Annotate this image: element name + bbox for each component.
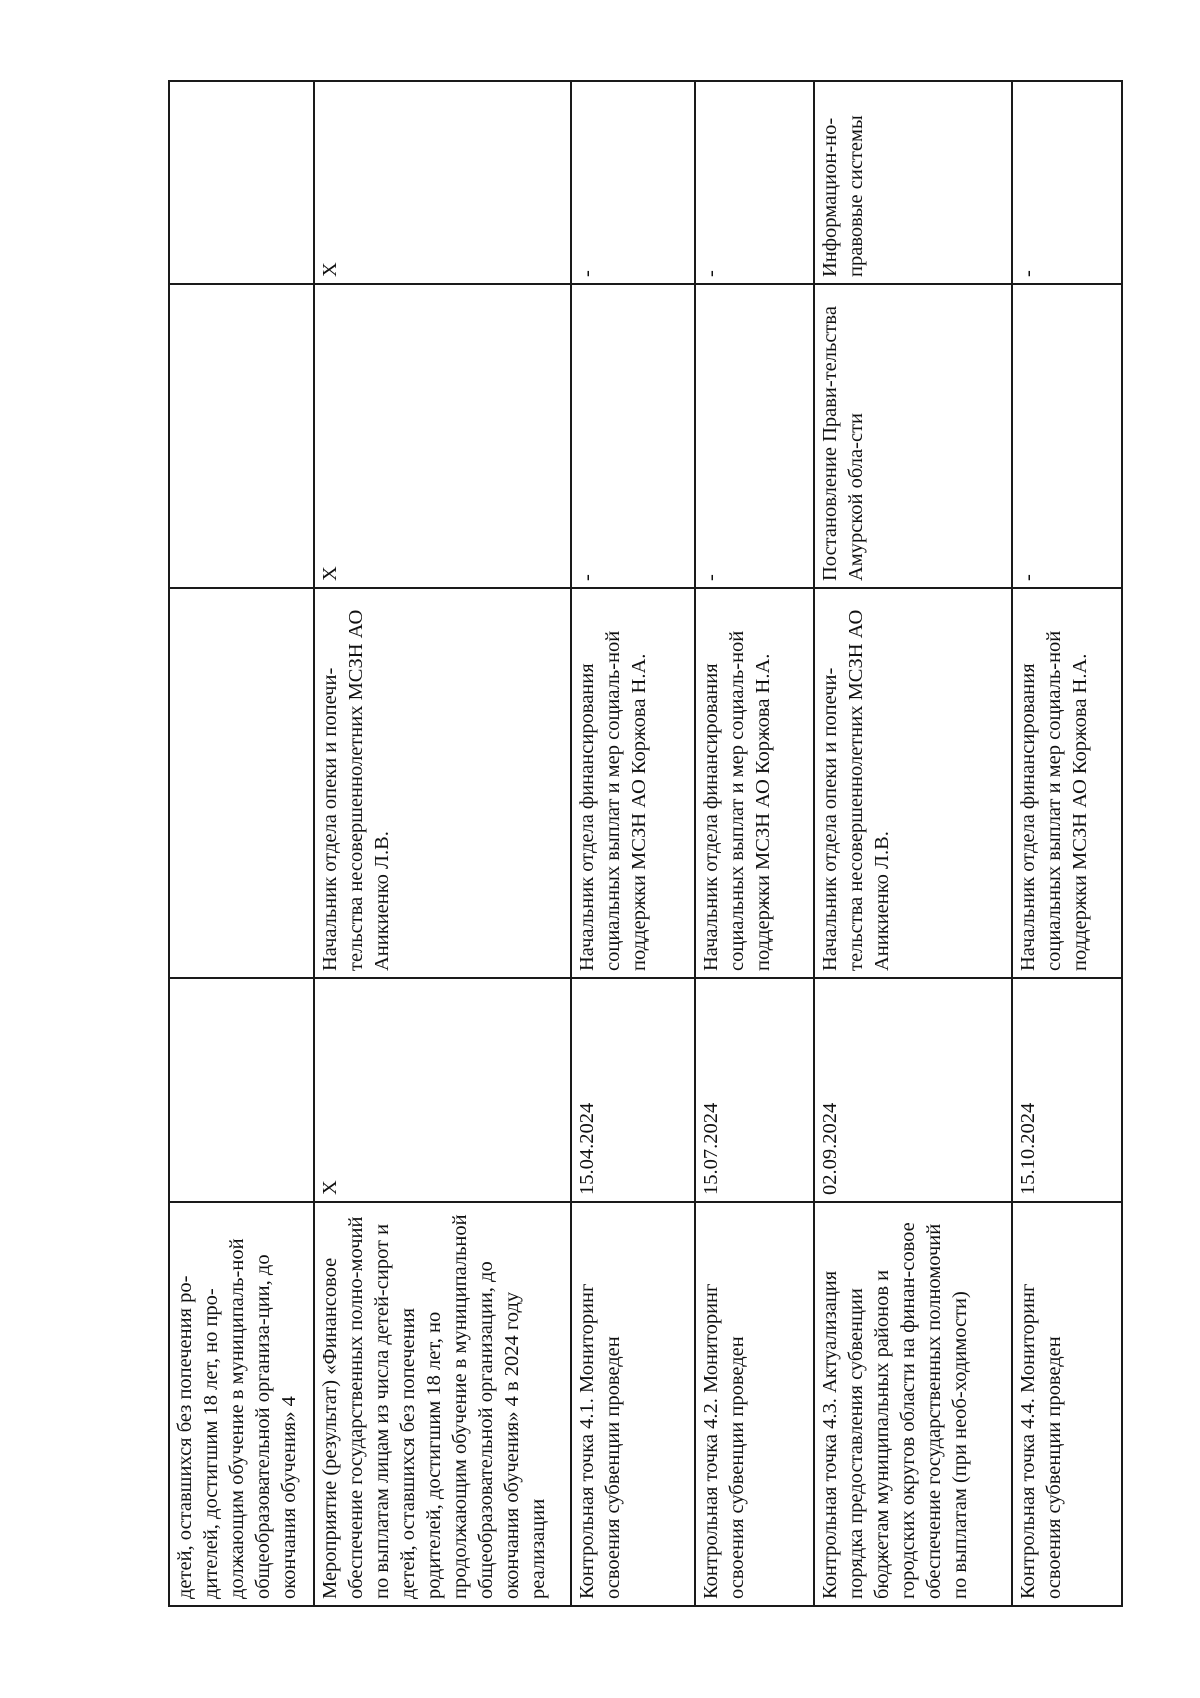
table-cell: Контрольная точка 4.1. Мониторинг освоения субвенции проведен bbox=[571, 1202, 694, 1606]
table-cell: 02.09.2024 bbox=[814, 978, 1012, 1202]
table-cell: - bbox=[695, 81, 814, 284]
plan-table bbox=[168, 80, 1123, 1607]
table-cell: 15.10.2024 bbox=[1012, 978, 1122, 1202]
table-cell: - bbox=[1012, 284, 1122, 588]
table-cell: Постановление Прави-тельства Амурской обла-сти bbox=[814, 284, 1012, 588]
table-cell: Начальник отдела опеки и попечи-тельства несовершеннолетних МСЗН АО Аникиенко Л.В. bbox=[814, 588, 1012, 978]
table-cell bbox=[169, 978, 314, 1202]
table-cell: Мероприятие (результат) «Финансовое обеспечение государственных полно-мочий по выплатам лицам из числа детей-сирот и детей, оставшихся без попечения родителей, достигшим 18 лет, но продолжающим обучение в муниципальной общеобразовательной организации, до окончания обучения» 4 в 2024 году реализации bbox=[314, 1202, 571, 1606]
rotated-page bbox=[168, 82, 1123, 1607]
table-cell: 15.04.2024 bbox=[571, 978, 694, 1202]
table-cell: Начальник отдела финансирования социальных выплат и мер социаль-ной поддержки МСЗН АО Коржова Н.А. bbox=[571, 588, 694, 978]
table-cell: 15.07.2024 bbox=[695, 978, 814, 1202]
table-cell: Контрольная точка 4.3. Актуализация порядка предоставления субвенции бюджетам муниципальных районов и городских округов области на финан-совое обеспечение государственных полномочий по выплатам (при необ-ходимости) bbox=[814, 1202, 1012, 1606]
table-row bbox=[571, 81, 694, 1606]
table-row bbox=[1012, 81, 1122, 1606]
table-cell: - bbox=[695, 284, 814, 588]
table-cell bbox=[169, 284, 314, 588]
table-cell bbox=[169, 588, 314, 978]
table-row bbox=[695, 81, 814, 1606]
table-row bbox=[169, 81, 314, 1606]
table-cell: Х bbox=[314, 284, 571, 588]
table-cell: Контрольная точка 4.2. Мониторинг освоения субвенции проведен bbox=[695, 1202, 814, 1606]
table-cell bbox=[169, 81, 314, 284]
table-cell: Начальник отдела финансирования социальных выплат и мер социаль-ной поддержки МСЗН АО Коржова Н.А. bbox=[1012, 588, 1122, 978]
table-row bbox=[314, 81, 571, 1606]
table-cell: Контрольная точка 4.4. Мониторинг освоения субвенции проведен bbox=[1012, 1202, 1122, 1606]
table-cell: Информацион-но-правовые системы bbox=[814, 81, 1012, 284]
table-cell: - bbox=[571, 81, 694, 284]
table-cell: - bbox=[571, 284, 694, 588]
table-cell: детей, оставшихся без попечения ро-дителей, достигшим 18 лет, но про-должающим обучение в муниципаль-ной общеобразовательной организа-ции, до окончания обучения» 4 bbox=[169, 1202, 314, 1606]
table-cell: Начальник отдела опеки и попечи-тельства несовершеннолетних МСЗН АО Аникиенко Л.В. bbox=[314, 588, 571, 978]
table-cell: Начальник отдела финансирования социальных выплат и мер социаль-ной поддержки МСЗН АО Коржова Н.А. bbox=[695, 588, 814, 978]
table-cell: Х bbox=[314, 81, 571, 284]
table-cell: - bbox=[1012, 81, 1122, 284]
table-cell: Х bbox=[314, 978, 571, 1202]
table-row bbox=[814, 81, 1012, 1606]
